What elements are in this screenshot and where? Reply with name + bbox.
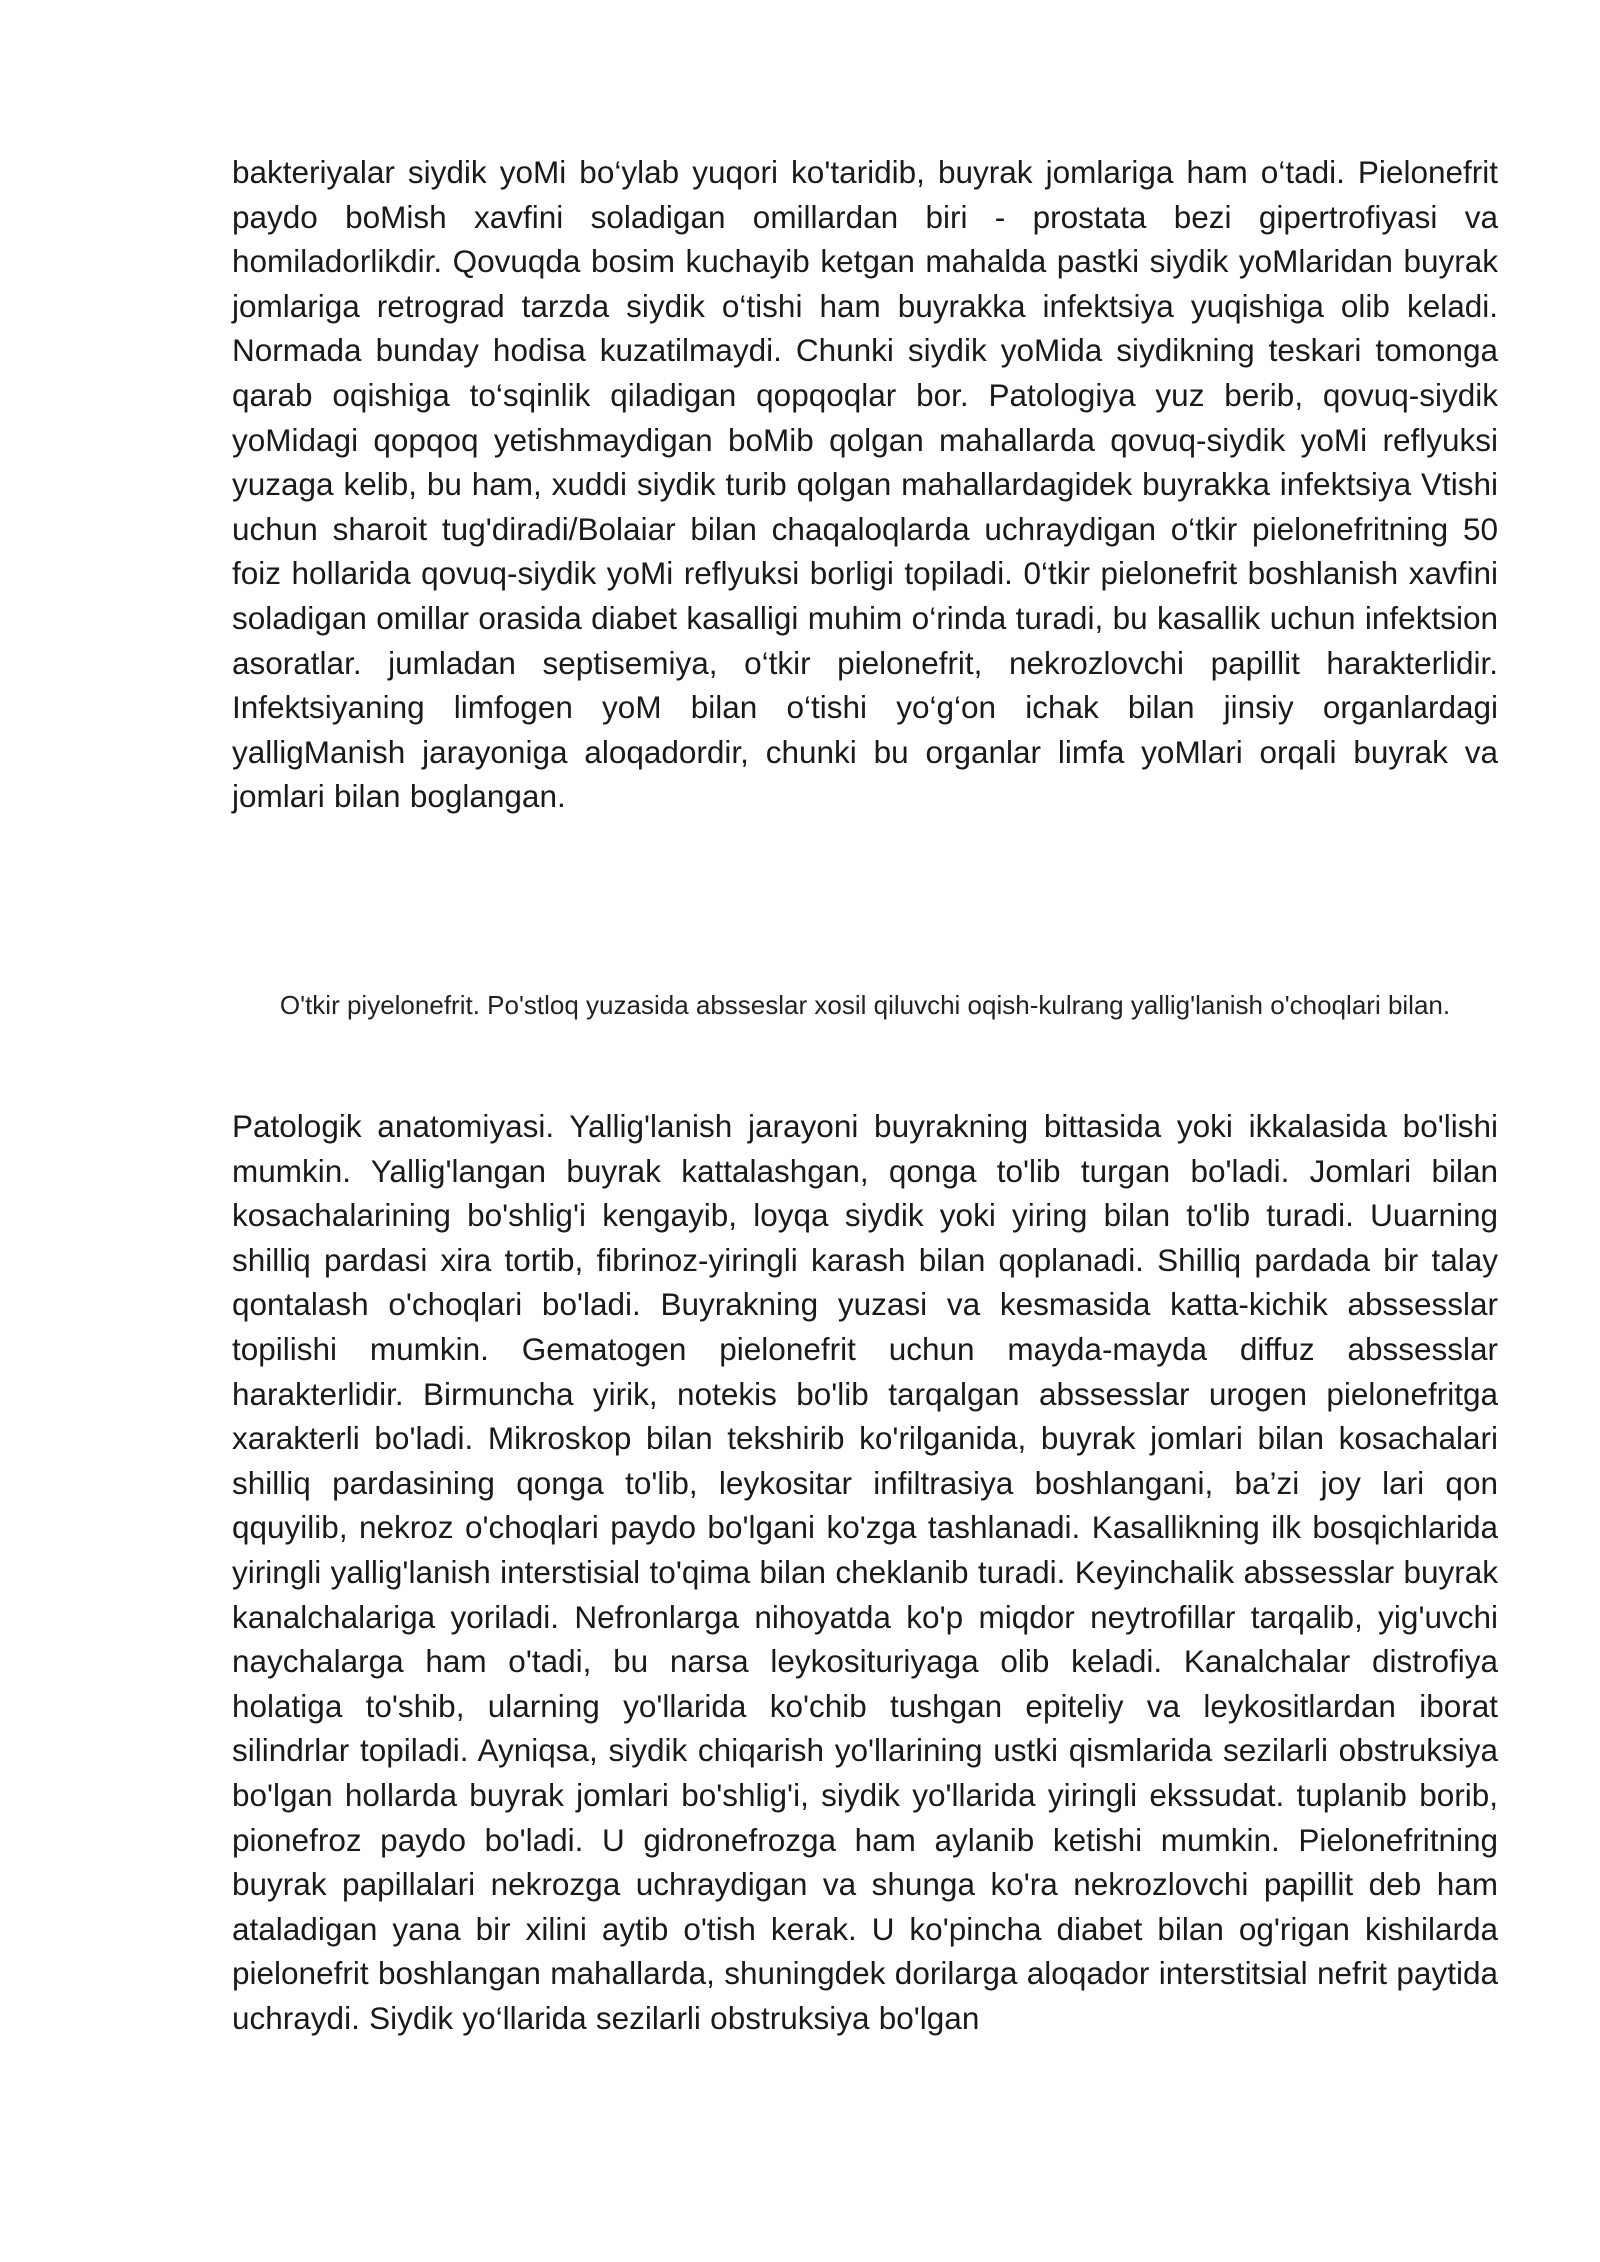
figure-caption: O'tkir piyelonefrit. Po'stloq yuzasida absseslar xosil qiluvchi oqish-kulrang yallig'lanish o'choqlari bilan. — [279, 990, 1451, 1020]
body-paragraph: bakteriyalar siydik yoMi bo‘ylab yuqori ko'taridib, buyrak jomlariga ham o‘tadi. Pielonefrit paydo boMish xavfini soladigan omillardan biri - prostata bezi gipertrofiyasi va homiladorlikdir. Qovuqda bosim kuchayib ketgan mahalda pastki siydik yoMlaridan buyrak jomlariga retrograd tarzda siydik o‘tishi ham buyrakka infektsiya yuqishiga olib keladi. Normada bunday hodisa kuzatilmaydi. Chunki siydik yoMida siydikning teskari tomonga qarab oqishiga to‘sqinlik qiladigan qopqoqlar bor. Patologiya yuz berib, qovuq-siydik yoMidagi qopqoq yetishmaydigan boMib qolgan mahallarda qovuq-siydik yoMi reflyuksi yuzaga kelib, bu ham, xuddi siydik turib qolgan mahallardagidek buyrakka infektsiya Vtishi uchun sharoit tug'diradi/Bolaiar bilan chaqaloqlarda uchraydigan o‘tkir pielonefritning 50 foiz hollarida qovuq-siydik yoMi reflyuksi borligi topiladi. 0‘tkir pielonefrit boshlanish xavfini soladigan omillar orasida diabet kasalligi muhim o‘rinda turadi, bu kasallik uchun infektsion asoratlar. jumladan septisemiya, o‘tkir pielonefrit, nekrozlovchi papillit harakterlidir. Infektsiyaning limfogen yoM bilan o‘tishi yo‘g‘on ichak bilan jinsiy organlardagi yalligManish jarayoniga aloqadordir, chunki bu organlar limfa yoMlari orqali buyrak va jomlari bilan boglangan. — [232, 154, 1498, 815]
body-paragraph: Patologik anatomiyasi. Yallig'lanish jarayoni buyrakning bittasida yoki ikkalasida bo'lishi mumkin. Yallig'langan buyrak kattalashgan, qonga to'lib turgan bo'ladi. Jomlari bilan kosachalarining bo'shlig'i kengayib, loyqa siydik yoki yiring bilan to'lib turadi. Uuarning shilliq pardasi xira tortib, fibrinoz-yiringli karash bilan qoplanadi. Shilliq pardada bir talay qontalash o'choqlari bo'ladi. Buyrakning yuzasi va kesmasida katta-kichik abssesslar topilishi mumkin. Gematogen pielonefrit uchun mayda-mayda diffuz abssesslar harakterlidir. Birmuncha yirik, notekis bo'lib tarqalgan abssesslar urogen pielonefritga xarakterli bo'ladi. Mikroskop bilan tekshirib ko'rilganida, buyrak jomlari bilan kosachalari shilliq pardasining qonga to'lib, leykositar infiltrasiya boshlangani, ba’zi joy lari qon qquyilib, nekroz o'choqlari paydo bo'lgani ko'zga tashlanadi. Kasallikning ilk bosqichlarida yiringli yallig'lanish interstisial to'qima bilan cheklanib turadi. Keyinchalik abssesslar buyrak kanalchalariga yoriladi. Nefronlarga nihoyatda ko'p miqdor neytrofillar tarqalib, yig'uvchi naychalarga ham o'tadi, bu narsa leykosituriyaga olib keladi. Kanalchalar distrofiya holatiga to'shib, ularning yo'llarida ko'chib tushgan epiteliy va leykositlardan iborat silindrlar topiladi. Ayniqsa, siydik chiqarish yo'llarining ustki qismlarida sezilarli obstruksiya bo'lgan hollarda buyrak jomlari bo'shlig'i, siydik yo'llarida yiringli ekssudat. tuplanib borib, pionefroz paydo bo'ladi. U gidronefrozga ham aylanib ketishi mumkin. Pielonefritning buyrak papillalari nekrozga uchraydigan va shunga ko'ra nekrozlovchi papillit deb ham ataladigan yana bir xilini aytib o'tish kerak. U ko'pincha diabet bilan og'rigan kishilarda pielonefrit boshlangan mahallarda, shuningdek dorilarga aloqador interstitsial nefrit paytida uchraydi. Siydik yo‘llarida sezilarli obstruksiya bo'lgan — [232, 1108, 1498, 2036]
